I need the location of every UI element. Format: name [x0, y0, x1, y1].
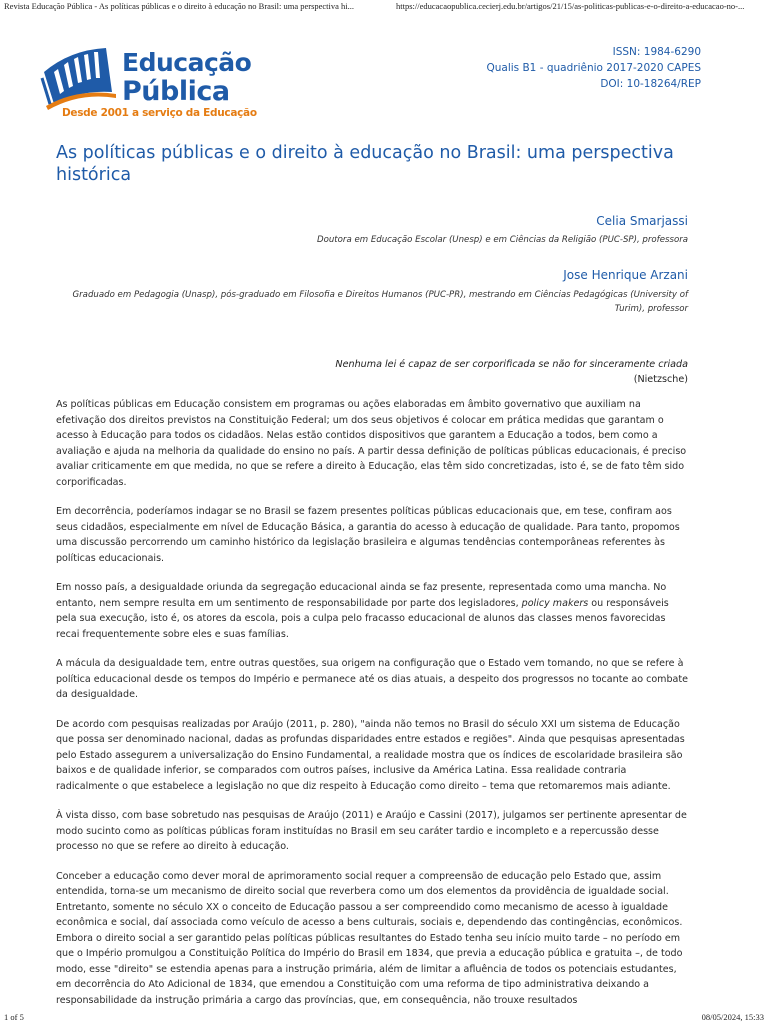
author-affiliation-line: Turim), professor [614, 304, 688, 314]
author-name: Celia Smarjassi [596, 214, 688, 228]
italic-term: policy makers [521, 597, 589, 609]
article-body [56, 397, 689, 1022]
print-header-title: Revista Educação Pública - As políticas públicas e o direito à educação no Brasil: uma perspectiva hi... [4, 1, 355, 11]
journal-meta [486, 44, 701, 92]
paragraph [56, 580, 689, 642]
logo-text-publica: Pública [122, 76, 230, 107]
paragraph-text: Conceber a educação como dever moral de aprimoramento social requer a compreensão de educação pelo Estado que, assim entendida, torna-se um mecanismo de direito social que reverbera como um dos elementos da providência de igualdade social. Entretanto, somente no século XX o conceito de Educação passou a ser compreendido como mecanismo de acesso à igualdade econômica e social, daí associada como veículo de acesso a bens culturais, sociais e, dependendo das contingências, econômicos. Embora o direito social a ser garantido pelas políticas públicas resultantes do Estado tenha seu início muito tarde – no período em que o Império promulgou a Constituição Política do Império do Brasil em 1834, que previa a educação pública e gratuita –, de todo modo, esse "direito" se estendia apenas para a instrução primária, além de limitar a afluência de todos os potenciais estudantes, em decorrência do Ato Adicional de 1834, que emendou a Constituição com uma reforma de tipo administrativa deixando a responsabilidade da instrução primária a cargo das províncias, que, em consequência, não trouxe resultados [56, 870, 683, 1006]
author-affiliation-line: Doutora em Educação Escolar (Unesp) e em Ciências da Religião (PUC-SP), professora [316, 235, 688, 245]
paragraph [56, 504, 689, 566]
article-title: As políticas públicas e o direito à educação no Brasil: uma perspectiva histórica [56, 143, 674, 185]
print-header-url[interactable]: https://educacaopublica.cecierj.edu.br/artigos/21/15/as-politicas-publicas-e-o-direito-a-educacao-no-... [396, 1, 745, 11]
paragraph [56, 869, 689, 1009]
paragraph-text: As políticas públicas em Educação consistem em programas ou ações elaboradas em âmbito governativo que auxiliam na efetivação dos direitos previstos na Constituição Federal; um dos seus objetivos é colocar em prática medidas que garantam o acesso à Educação para todos os cidadãos. Nelas estão contidos dispositivos que garantem a Educação a todos, bem como a avaliação e ajuda na melhoria da qualidade do ensino no país. A partir dessa definição de políticas públicas educacionais, é preciso avaliar criticamente em que medida, no que se refere a direito à Educação, elas têm sido concretizadas, isto é, se de fato têm sido corporificadas. [56, 399, 687, 488]
epigraph-source: (Nietzsche) [633, 374, 688, 385]
paragraph-text: À vista disso, com base sobretudo nas pesquisas de Araújo (2011) e Araújo e Cassini (2017), julgamos ser pertinente apresentar de modo sucinto como as políticas públicas foram instituídas no Brasil em seu caráter tardio e incompleto e a repercussão desse processo no que se refere ao direito à educação. [56, 810, 687, 852]
paragraph [56, 717, 689, 795]
book-pages-logo-icon [40, 42, 130, 112]
paragraph-text: De acordo com pesquisas realizadas por Araújo (2011, p. 280), "ainda não temos no Brasil do século XXI um sistema de Educação que possa ser denominado nacional, dadas as profundas disparidades entre estados e regiões". Ainda que pesquisas apresentadas pelo Estado assegurem a universalização do Ensino Fundamental, a realidade mostra que os índices de escolaridade brasileira são baixos e de qualidade inferior, se comparados com outros países, inclusive da América Latina. Essa realidade contraria radicalmente o que estabelece a legislação no que diz respeito à Educação como direito – tema que retomaremos mais adiante. [56, 718, 685, 792]
paragraph [56, 656, 689, 703]
paragraph-text: A mácula da desigualdade tem, entre outras questões, sua origem na configuração que o Estado vem tomando, no que se refere à política educacional desde os tempos do Império e permanece até os dias atuais, a despeito dos progressos no tocante ao combate da desigualdade. [56, 658, 689, 700]
qualis: Qualis B1 - quadriênio 2017-2020 CAPES [486, 62, 701, 74]
paragraph-text: ou responsáveis pela sua execução, isto é, os atores da escola, pois a culpa pelo fracasso educacional de alunos das classes menos favorecidas recai frequentemente sobre eles e suas famílias. [56, 597, 669, 640]
site-logo[interactable] [40, 42, 260, 126]
print-header [0, 0, 768, 14]
paragraph [56, 397, 689, 490]
epigraph-quote: Nenhuma lei é capaz de ser corporificada se não for sinceramente criada [335, 359, 688, 370]
print-footer [0, 1011, 768, 1024]
print-datetime: 08/05/2024, 15:33 [701, 1012, 764, 1022]
page-number: 1 of 5 [4, 1012, 24, 1022]
author-affiliation [317, 233, 688, 247]
doi: DOI: 10-18264/REP [600, 78, 701, 90]
paragraph-text: Em decorrência, poderíamos indagar se no Brasil se fazem presentes políticas públicas educacionais que, em tese, confiram aos seus cidadãos, especialmente em nível de Educação Básica, a garantia do acesso à educação de qualidade. Para tanto, propomos uma discussão percorrendo um caminho histórico da legislação brasileira e algumas tendências contemporâneas referentes às políticas educacionais. [56, 506, 680, 564]
author-affiliation [72, 288, 688, 316]
paragraph-text: Em nosso país, a desigualdade oriunda da segregação educacional ainda se faz presente, representada como uma mancha. No entanto, nem sempre resulta em um sentimento de responsabilidade por parte dos legisladores, [56, 582, 667, 609]
logo-text-educacao: Educação [122, 48, 252, 77]
author-affiliation-line: Graduado em Pedagogia (Unasp), pós-graduado em Filosofia e Direitos Humanos (PUC-PR), mestrando em Ciências Pedagógicas (University of [72, 290, 688, 300]
author-name: Jose Henrique Arzani [563, 268, 688, 282]
issn: ISSN: 1984-6290 [612, 46, 701, 58]
logo-tagline: Desde 2001 a serviço da Educação [62, 107, 257, 119]
paragraph [56, 808, 689, 855]
epigraph [335, 357, 688, 387]
